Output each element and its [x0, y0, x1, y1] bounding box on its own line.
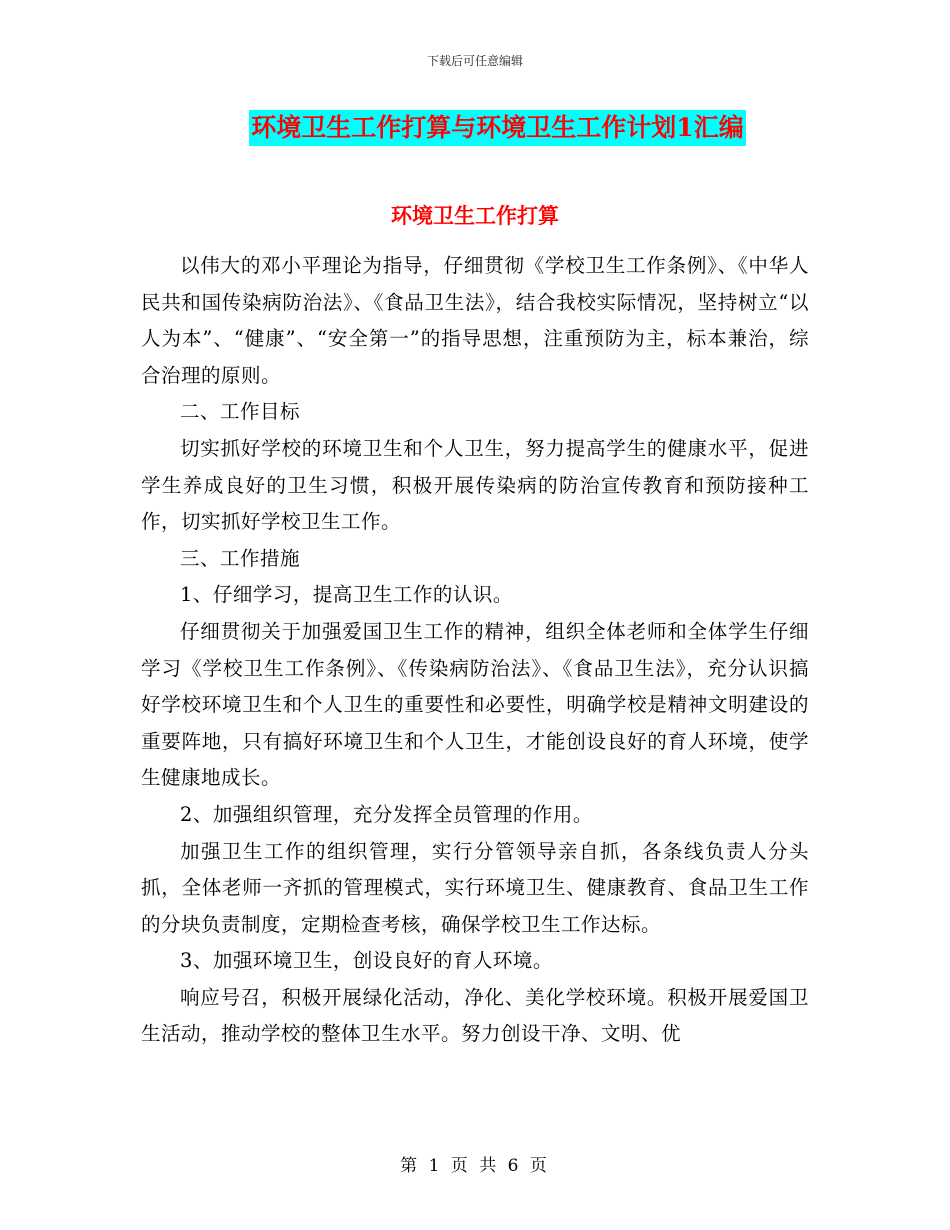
heading-work-measures: 三、工作措施 — [180, 546, 301, 570]
subheading-measure-1: 1、仔细学习，提高卫生工作的认识。 — [180, 583, 513, 607]
paragraph-measure-2: 加强卫生工作的组织管理，实行分管领导亲自抓，各条线负责人分头抓，全体老师一齐抓的管理模式，实行环境卫生、健康教育、食品卫生工作的分块负责制度，定期检查考核，确保学校卫生工作达标。 — [141, 839, 809, 936]
paragraph-work-goals: 切实抓好学校的环境卫生和个人卫生，努力提高学生的健康水平，促进学生养成良好的卫生习惯，积极开展传染病的防治宣传教育和预防接种工作，切实抓好学校卫生工作。 — [141, 436, 809, 534]
heading-work-goals: 二、工作目标 — [180, 400, 301, 424]
paragraph-measure-1: 仔细贯彻关于加强爱国卫生工作的精神，组织全体老师和全体学生仔细学习《学校卫生工作条例》、《传染病防治法》、《食品卫生法》，充分认识搞好学校环境卫生和个人卫生的重要性和必要性，明确学校是精神文明建设的重要阵地，只有搞好环境卫生和个人卫生，才能创设良好的育人环境，使学生健康地成长。 — [141, 619, 809, 790]
paragraph-measure-3: 响应号召，积极开展绿化活动，净化、美化学校环境。积极开展爱国卫生活动，推动学校的整体卫生水平。努力创设干净、文明、优 — [141, 985, 809, 1046]
subheading-measure-2: 2、加强组织管理，充分发挥全员管理的作用。 — [180, 802, 593, 826]
paragraph-intro: 以伟大的邓小平理论为指导，仔细贯彻《学校卫生工作条例》、《中华人民共和国传染病防治法》、《食品卫生法》，结合我校实际情况，坚持树立“以人为本”、“健康”、“安全第一”的指导思想，注重预防为主，标本兼治，综合治理的原则。 — [141, 254, 809, 387]
document-body — [141, 248, 809, 1053]
document-title: 环境卫生工作打算与环境卫生工作计划1汇编 — [249, 110, 745, 146]
subheading-measure-3: 3、加强环境卫生，创设良好的育人环境。 — [180, 949, 553, 973]
document-title-container — [0, 110, 950, 146]
page-header-note: 下载后可任意编辑 — [426, 54, 523, 68]
section-title: 环境卫生工作打算 — [391, 203, 559, 228]
page-footer: 第 1 页 共 6 页 — [400, 1156, 550, 1176]
